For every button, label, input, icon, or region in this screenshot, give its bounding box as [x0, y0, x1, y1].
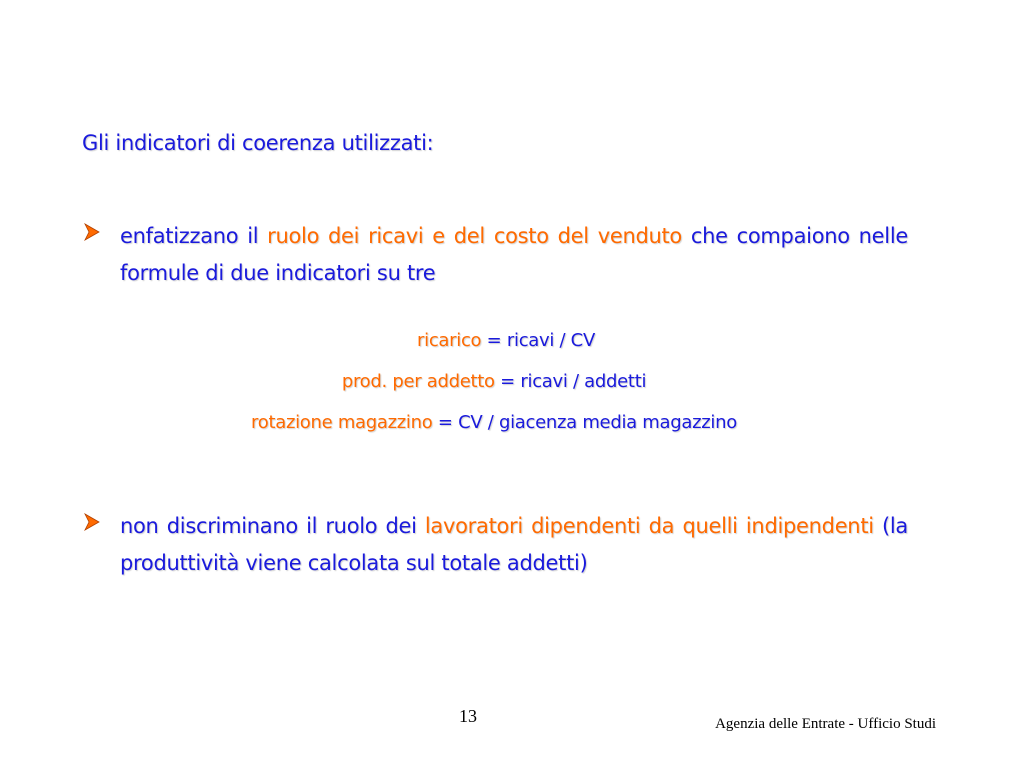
- bullet2-part2: (la produttività viene calcolata sul totale addetti): [120, 514, 908, 575]
- bullet-item-2: [82, 508, 908, 582]
- arrowhead-bullet-icon: [82, 512, 102, 532]
- footer-organization: Agenzia delle Entrate - Ufficio Studi: [715, 716, 936, 732]
- bullet2-highlight: lavoratori dipendenti da quelli indipendenti: [424, 514, 874, 538]
- formula-prod-per-addetto: [0, 371, 988, 392]
- bullet1-part1: enfatizzano il: [120, 224, 268, 248]
- slide-heading: Gli indicatori di coerenza utilizzati:: [82, 131, 434, 155]
- formula-ricarico: [0, 330, 1012, 351]
- arrowhead-bullet-icon: [82, 222, 102, 242]
- bullet-text-1: [120, 218, 908, 292]
- formula-expression: = ricavi / addetti: [494, 371, 647, 392]
- page-number: 13: [459, 706, 477, 726]
- formula-expression: = ricavi / CV: [481, 330, 595, 351]
- bullet1-part2: che compaiono nelle formule di due indicatori su tre: [120, 224, 908, 285]
- formula-term: rotazione magazzino: [251, 412, 433, 433]
- formula-term: ricarico: [417, 330, 482, 351]
- bullet-text-2: [120, 508, 908, 582]
- formula-rotazione-magazzino: [0, 412, 988, 433]
- bullet2-part1: non discriminano il ruolo dei: [120, 514, 425, 538]
- formula-term: prod. per addetto: [341, 371, 495, 392]
- bullet-item-1: [82, 218, 908, 292]
- formula-expression: = CV / giacenza media magazzino: [432, 412, 737, 433]
- bullet1-highlight: ruolo dei ricavi e del costo del venduto: [267, 224, 682, 248]
